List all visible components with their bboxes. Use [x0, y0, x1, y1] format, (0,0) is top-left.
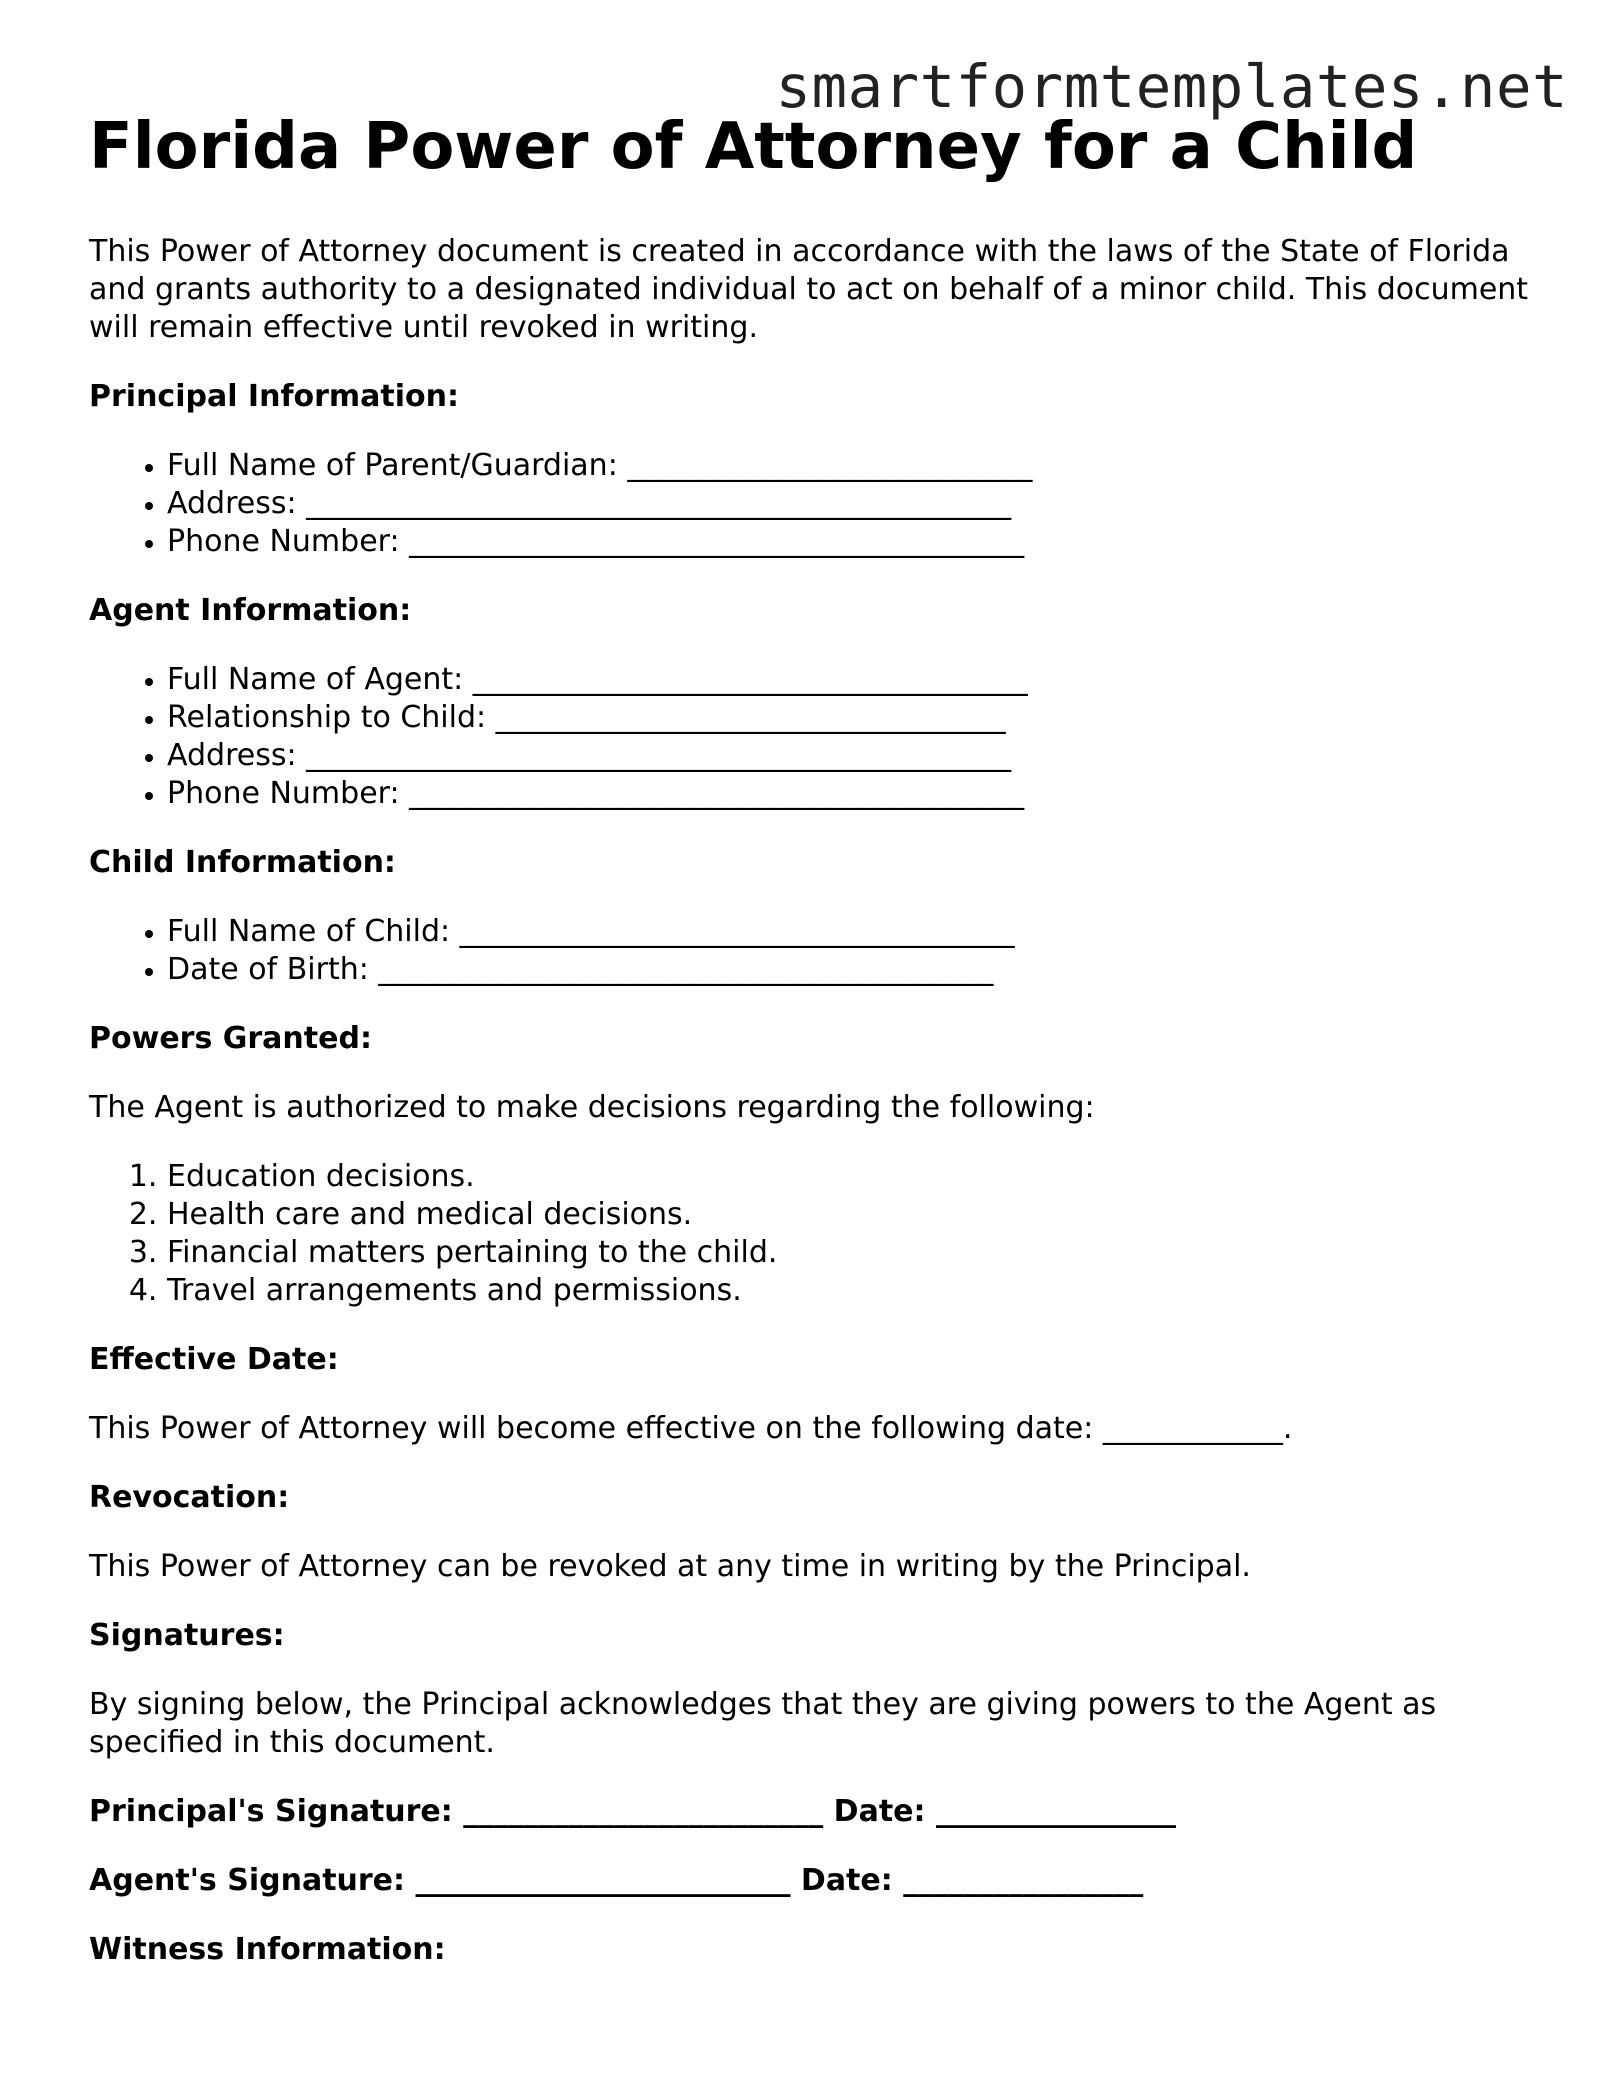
- document-body: [89, 233, 1539, 2000]
- power-item: 1. Education decisions.: [167, 1158, 1539, 1196]
- power-item: 4. Travel arrangements and permissions.: [167, 1272, 1539, 1310]
- principal-heading: Principal Information:: [89, 379, 460, 414]
- principal-name-field: • Full Name of Parent/Guardian: ___________________________: [167, 447, 1539, 485]
- agent-name-field: • Full Name of Agent: _____________________________________: [167, 661, 1539, 699]
- witness-heading: Witness Information:: [89, 1932, 446, 1967]
- power-item: 3. Financial matters pertaining to the child.: [167, 1234, 1539, 1272]
- principal-list: [89, 447, 1539, 561]
- powers-list: [89, 1158, 1539, 1310]
- agent-relationship-field: • Relationship to Child: __________________________________: [167, 699, 1539, 737]
- signatures-heading: Signatures:: [89, 1618, 285, 1653]
- agent-phone-field: • Phone Number: _________________________________________: [167, 775, 1539, 813]
- intro-paragraph: This Power of Attorney document is created in accordance with the laws of the State of Florida and grants authority to a designated individual to act on behalf of a minor child. This document will remain effective until revoked in writing.: [89, 234, 1529, 345]
- effective-date-heading: Effective Date:: [89, 1342, 339, 1377]
- power-item: 2. Health care and medical decisions.: [167, 1196, 1539, 1234]
- powers-intro: The Agent is authorized to make decisions regarding the following:: [89, 1090, 1095, 1125]
- child-name-field: • Full Name of Child: _____________________________________: [167, 913, 1539, 951]
- watermark: smartformtemplates.net: [775, 52, 1568, 121]
- agent-heading: Agent Information:: [89, 593, 412, 628]
- revocation-heading: Revocation:: [89, 1480, 290, 1515]
- revocation-text: This Power of Attorney can be revoked at any time in writing by the Principal.: [89, 1549, 1251, 1584]
- agent-list: [89, 661, 1539, 813]
- signatures-text: By signing below, the Principal acknowledges that they are giving powers to the Agent as specified in this document.: [89, 1687, 1437, 1760]
- principal-phone-field: • Phone Number: _________________________________________: [167, 523, 1539, 561]
- principal-address-field: • Address: _______________________________________________: [167, 485, 1539, 523]
- child-list: [89, 913, 1539, 989]
- child-dob-field: • Date of Birth: _________________________________________: [167, 951, 1539, 989]
- child-heading: Child Information:: [89, 845, 396, 880]
- principal-signature-line: Principal's Signature: ________________________ Date: ________________: [89, 1794, 1176, 1829]
- page-title: Florida Power of Attorney for a Child: [89, 110, 1418, 184]
- effective-date-text: This Power of Attorney will become effective on the following date: ____________.: [89, 1411, 1293, 1446]
- agent-address-field: • Address: _______________________________________________: [167, 737, 1539, 775]
- agent-signature-line: Agent's Signature: _________________________ Date: ________________: [89, 1863, 1144, 1898]
- powers-heading: Powers Granted:: [89, 1021, 372, 1056]
